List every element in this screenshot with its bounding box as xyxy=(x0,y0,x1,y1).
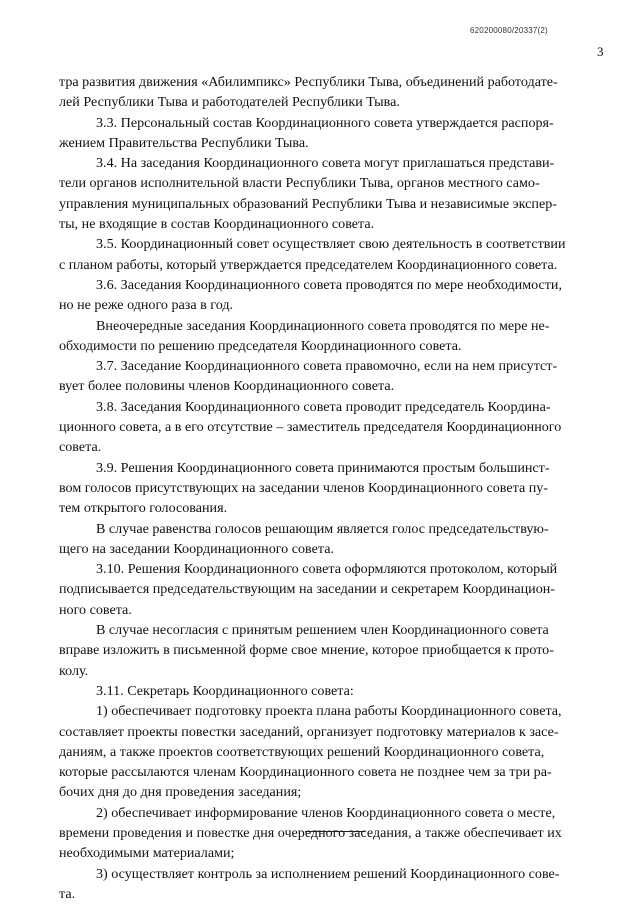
paragraph-3-9: 3.9. Решения Координационного совета принимаются простым большинст- вом голосов присутствующих на заседании членов Координационного совета пу- тем открытого голосования. xyxy=(59,459,550,517)
paragraph-item-1: 1) обеспечивает подготовку проекта плана работы Координационного совета, составляет проекты повестки заседаний, организует подготовку материалов к засе- даниям, а также проектов соответствующих решений Координационного совета, которые рассылаются членам Координационного совета не позднее чем за три ра- бочих дня до дня проведения заседания; xyxy=(59,703,562,801)
paragraph-extraordinary-meetings: Внеочередные заседания Координационного совета проводятся по мере не- обходимости по решению председателя Координационного совета. xyxy=(59,317,550,354)
footer-divider xyxy=(305,831,365,832)
paragraph-dissent: В случае несогласия с принятым решением член Координационного совета вправе изложить в письменной форме свое мнение, которое приобщается к прото- колу. xyxy=(59,622,554,679)
paragraph-item-3: 3) осуществляет контроль за исполнением решений Координационного сове- та. xyxy=(59,865,560,902)
paragraph-continuation: тра развития движения «Абилимпикс» Республики Тыва, объединений работодате- лей Республики Тыва и работодателей Республики Тыва. xyxy=(59,74,558,111)
paragraph-3-6: 3.6. Заседания Координационного совета проводятся по мере необходимости, но не реже одного раза в год. xyxy=(59,276,562,314)
paragraph-3-3: 3.3. Персональный состав Координационного совета утверждается распоря- жением Правительства Республики Тыва. xyxy=(59,114,554,151)
paragraph-item-2: 2) обеспечивает информирование членов Координационного совета о месте, времени проведения и повестке дня очередного заседания, а также обеспечивает их необходимыми материалами; xyxy=(59,804,562,862)
document-body xyxy=(59,72,610,904)
paragraph-tie-vote: В случае равенства голосов решающим является голос председательствую- щего на заседании Координационного совета. xyxy=(59,520,549,557)
paragraph-3-11: 3.11. Секретарь Координационного совета: xyxy=(96,682,354,699)
paragraph-3-7: 3.7. Заседание Координационного совета правомочно, если на нем присутст- вует более половины членов Координационного совета. xyxy=(59,358,558,395)
paragraph-3-8: 3.8. Заседания Координационного совета проводит председатель Координа- ционного совета, а в его отсутствие – заместитель председателя Координационного совета. xyxy=(59,398,562,456)
paragraph-3-10: 3.10. Решения Координационного совета оформляются протоколом, который подписывается председательствующим на заседании и секретарем Координацион- ного совета. xyxy=(59,561,558,618)
paragraph-3-4: 3.4. На заседания Координационного совета могут приглашаться представи- тели органов исполнительной власти Республики Тыва, органов местного само- управления муниципальных образований Республики Тыва и независимые экспер- ты, не входящие в состав Координационного совета. xyxy=(59,155,557,233)
page-number: 3 xyxy=(597,44,604,59)
document-id: 620200080/20337(2) xyxy=(470,26,548,35)
paragraph-3-5: 3.5. Координационный совет осуществляет свою деятельность в соответствии с планом работы, который утверждается председателем Координационного совета. xyxy=(59,236,566,273)
